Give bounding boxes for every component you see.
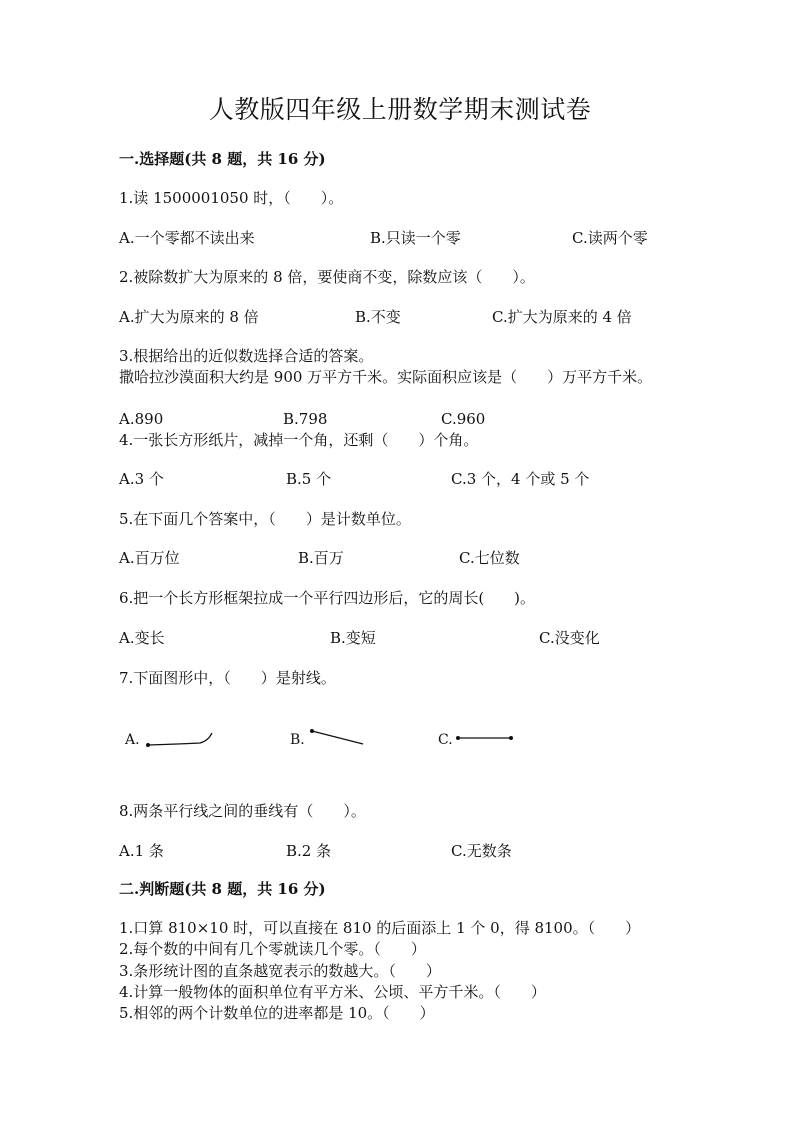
question-1: 1.读 1500001050 时，（ ）。 bbox=[119, 189, 344, 207]
q8-option-b: B.2 条 bbox=[286, 842, 332, 860]
q2-option-c: C.扩大为原来的 4 倍 bbox=[492, 308, 632, 326]
q1-option-c: C.读两个零 bbox=[572, 229, 648, 247]
figure-b-ray bbox=[305, 725, 375, 750]
figure-c-segment bbox=[452, 730, 522, 746]
question-4: 4.一张长方形纸片，减掉一个角，还剩（ ）个角。 bbox=[119, 431, 479, 449]
question-3: 3.根据给出的近似数选择合适的答案。 bbox=[119, 347, 374, 365]
q1-option-b: B.只读一个零 bbox=[370, 229, 461, 247]
q3-option-b: B.798 bbox=[283, 410, 328, 428]
question-6: 6.把一个长方形框架拉成一个平行四边形后，它的周长( )。 bbox=[119, 589, 536, 607]
figure-a-curve bbox=[140, 725, 220, 750]
q2-option-b: B.不变 bbox=[355, 308, 401, 326]
q6-option-a: A.变长 bbox=[119, 629, 165, 647]
q4-option-b: B.5 个 bbox=[286, 470, 332, 488]
q6-option-b: B.变短 bbox=[330, 629, 376, 647]
q3-option-c: C.960 bbox=[441, 410, 486, 428]
q6-option-c: C.没变化 bbox=[539, 629, 600, 647]
q3-option-a: A.890 bbox=[119, 410, 164, 428]
question-7: 7.下面图形中，（ ）是射线。 bbox=[119, 669, 336, 687]
q4-option-c: C.3 个，4 个或 5 个 bbox=[451, 470, 590, 488]
judge-item-4: 4.计算一般物体的面积单位有平方米、公顷、平方千米。（ ） bbox=[119, 983, 546, 1001]
question-5: 5.在下面几个答案中，（ ）是计数单位。 bbox=[119, 510, 411, 528]
q1-option-a: A.一个零都不读出来 bbox=[119, 229, 255, 247]
exam-title: 人教版四年级上册数学期末测试卷 bbox=[208, 95, 592, 124]
judge-item-1: 1.口算 810×10 时，可以直接在 810 的后面添上 1 个 0，得 8100。（ ） bbox=[119, 919, 641, 937]
q8-option-c: C.无数条 bbox=[451, 842, 512, 860]
figure-b-label: B. bbox=[290, 732, 305, 748]
section-heading-true-false: 二.判断题(共 8 题，共 16 分) bbox=[119, 880, 326, 898]
judge-item-3: 3.条形统计图的直条越宽表示的数越大。（ ） bbox=[119, 962, 441, 980]
q5-option-b: B.百万 bbox=[298, 549, 344, 567]
q2-option-a: A.扩大为原来的 8 倍 bbox=[119, 308, 259, 326]
q5-option-c: C.七位数 bbox=[459, 549, 520, 567]
q4-option-a: A.3 个 bbox=[119, 470, 164, 488]
q5-option-a: A.百万位 bbox=[119, 549, 180, 567]
figure-a-label: A. bbox=[125, 732, 140, 748]
question-2: 2.被除数扩大为原来的 8 倍，要使商不变，除数应该（ ）。 bbox=[119, 268, 535, 286]
judge-item-2: 2.每个数的中间有几个零就读几个零。（ ） bbox=[119, 940, 426, 958]
question-8: 8.两条平行线之间的垂线有（ ）。 bbox=[119, 802, 366, 820]
q8-option-a: A.1 条 bbox=[119, 842, 164, 860]
figure-c-label: C. bbox=[438, 732, 453, 748]
judge-item-5: 5.相邻的两个计数单位的进率都是 10。（ ） bbox=[119, 1004, 435, 1022]
section-heading-choice: 一.选择题(共 8 题，共 16 分) bbox=[119, 150, 326, 168]
question-3-detail: 撒哈拉沙漠面积大约是 900 万平方千米。实际面积应该是（ ）万平方千米。 bbox=[119, 368, 653, 386]
